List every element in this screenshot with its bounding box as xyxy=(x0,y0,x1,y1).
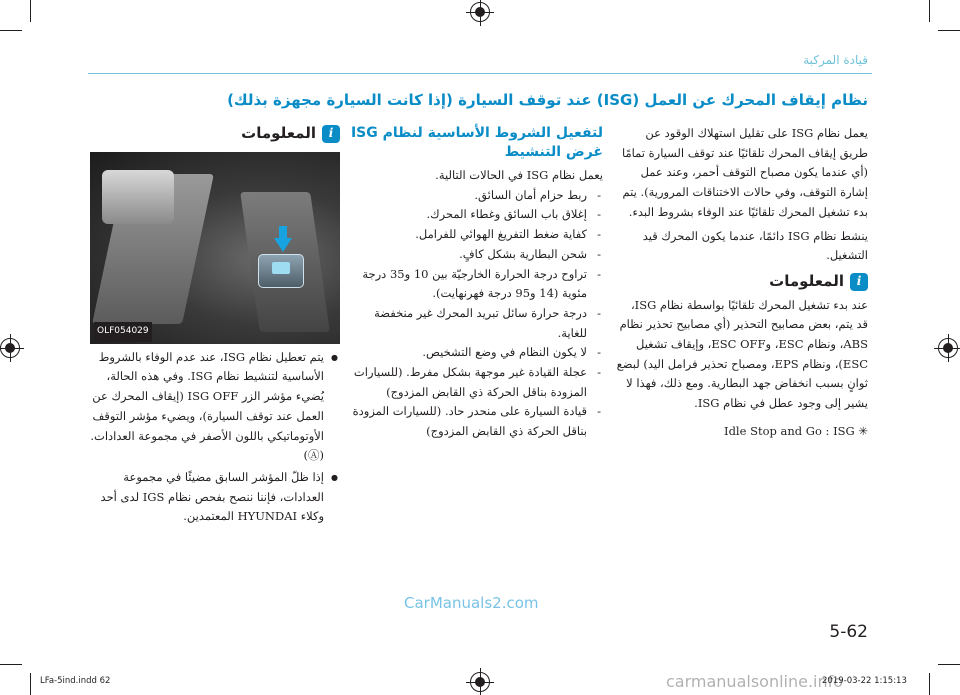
crop-mark xyxy=(0,30,22,31)
info-bullets xyxy=(90,348,340,527)
registration-mark xyxy=(470,2,490,22)
info-heading-label: المعلومات xyxy=(241,124,316,142)
registration-mark xyxy=(938,338,958,358)
header-rule xyxy=(88,73,872,74)
crop-mark xyxy=(30,673,31,695)
left-column xyxy=(90,124,340,529)
list-item: ● إذا ظلّ المؤشر السابق مضيئًا في مجموعة العدادات، فإننا ننصح بفحص نظام IGS لدى أحد وكلاء HYUNDAI المعتمدين. xyxy=(90,468,340,527)
crop-mark xyxy=(929,673,930,695)
conditions-lead: يعمل نظام ISG في الحالات التالية. xyxy=(435,168,603,182)
isg-button-photo xyxy=(90,152,340,344)
section-title: قيادة المركبة xyxy=(803,53,868,67)
crop-mark xyxy=(938,664,960,665)
info-heading-label: المعلومات xyxy=(769,271,844,290)
image-code: OLF054029 xyxy=(94,322,152,342)
list-item: - إغلاق باب السائق وغطاء المحرك. xyxy=(349,205,603,225)
bottom-watermark: carmanualsonline.info xyxy=(666,672,844,691)
page-number: 5-62 xyxy=(829,622,868,642)
idle-stop-text: Idle Stop and Go : ISG xyxy=(724,423,855,438)
conditions-heading: لتفعيل الشروط الأساسية لنظام ISG غرض التنشيط xyxy=(350,125,603,160)
file-info: LFa-5ind.indd 62 xyxy=(40,676,111,686)
list-item: ● يتم تعطيل نظام ISG، عند عدم الوفاء بالشروط الأساسية لتنشيط نظام ISG. وفي هذه الحالة، يُضيء مؤشر الزر ISG OFF (إيقاف المحرك عن العمل عند توقف السيارة)، ويضيء مؤشر التوقف الأوتوماتيكي باللون الأصفر في مجموعة العدادات. (Ⓐ) xyxy=(90,348,340,466)
crop-mark xyxy=(929,0,930,22)
middle-column xyxy=(349,124,603,442)
intro-paragraph: ينشط نظام ISG دائمًا، عندما يكون المحرك قيد التشغيل. xyxy=(642,228,868,263)
idle-stop-label xyxy=(616,422,868,442)
list-item: - كفاية ضغط التفريغ الهوائي للفرامل. xyxy=(349,225,603,245)
photo-button-indicator xyxy=(272,262,290,274)
right-column xyxy=(616,124,868,442)
crop-mark xyxy=(30,0,31,22)
list-item: - ربط حزام أمان السائق. xyxy=(349,186,603,206)
info-icon: i xyxy=(850,273,868,291)
list-item: - عجلة القيادة غير موجهة بشكل مفرط. (للسيارات المزودة بناقل الحركة ذي القابض المزدوج) xyxy=(349,363,603,402)
registration-mark xyxy=(470,672,490,692)
list-item: - شحن البطارية بشكل كافٍ. xyxy=(349,245,603,265)
isg-indicator-icon: ✳ xyxy=(858,423,868,438)
info-heading xyxy=(616,272,868,292)
crop-mark xyxy=(0,664,22,665)
arrow-down-icon xyxy=(274,238,292,252)
list-item: - درجة حرارة سائل تبريد المحرك غير منخفضة للغاية. xyxy=(349,304,603,343)
list-item: - قيادة السيارة على منحدر حاد. (للسيارات المزودة بناقل الحركة ذي القابض المزدوج) xyxy=(349,402,603,441)
info-icon: i xyxy=(322,125,340,143)
conditions-list xyxy=(349,186,603,442)
page-heading: نظام إيقاف المحرك عن العمل (ISG) عند توقف السيارة (إذا كانت السيارة مجهزة بذلك) xyxy=(227,91,868,109)
info-heading xyxy=(90,124,340,144)
list-item: - تراوح درجة الحرارة الخارجيّة بين 10 و35 درجة مئوية (14 و95 درجة فهرنهايت). xyxy=(349,265,603,304)
print-date: 2019-03-22 1:15:13 xyxy=(822,676,907,686)
info-paragraph: عند بدء تشغيل المحرك تلقائيًا بواسطة نظام ISG، قد يتم، بعض مصابيح التحذير (أي مصابيح تحذير نظام ABS، ونظام ESC، وESC OFF، وإيقاف تشغيل ESC)، ونظام EPS، ومصباح تحذير فرامل اليد) لبضع ثوانٍ بسبب انخفاض جهد البطارية. ومع ذلك، فهذا لا يشير إلى وجود عطل في نظام ISG. xyxy=(616,297,868,411)
registration-mark xyxy=(0,338,20,358)
watermark: CarManuals2.com xyxy=(404,594,539,612)
intro-paragraph: يعمل نظام ISG على تقليل استهلاك الوقود عن طريق إيقاف المحرك تلقائيًا عند توقف السيارة تمامًا (أي عندما يكون مصباح التوقف أحمر، وعند عمل إشارة التوقف، وفي حالات الاختناقات المرورية). يتم بدء تشغيل المحرك تلقائيًا عند الوفاء بشروط البدء. xyxy=(621,126,868,219)
photo-shifter xyxy=(102,170,174,224)
list-item: - لا يكون النظام في وضع التشخيص. xyxy=(349,343,603,363)
crop-mark xyxy=(938,30,960,31)
